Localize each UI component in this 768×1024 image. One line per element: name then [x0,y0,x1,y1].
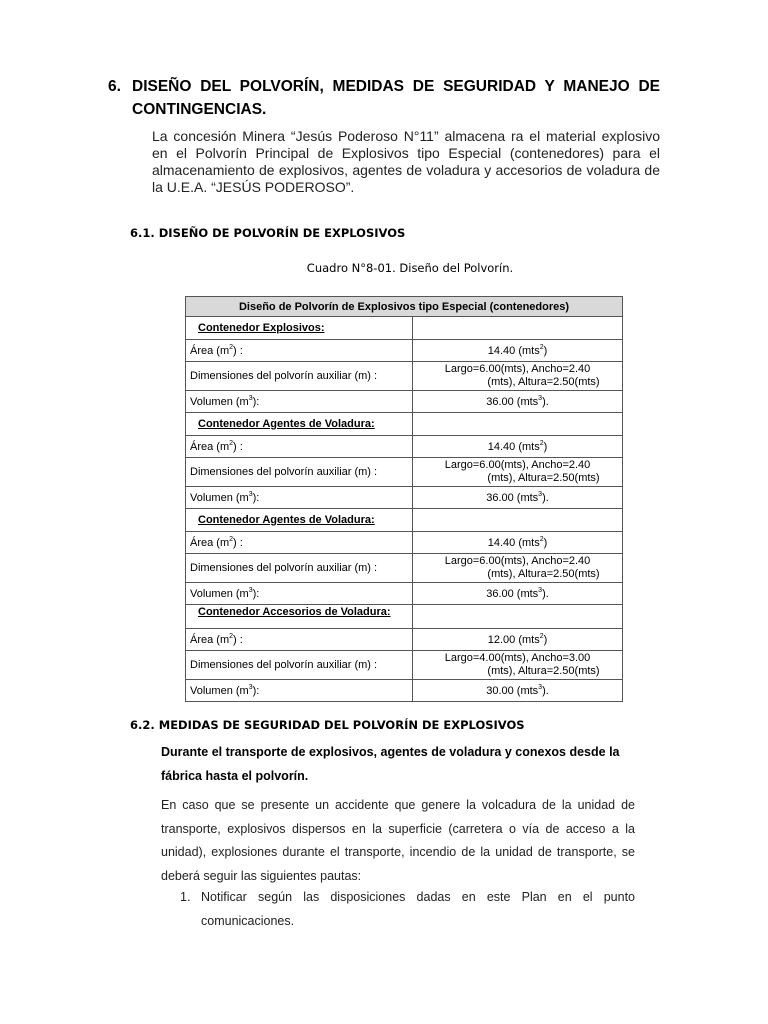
dimensions-value [413,651,623,680]
dimensions-line-1: Largo=6.00(mts), Ancho=2.40 [444,555,591,567]
table-row-area [186,532,623,554]
area-value-exp: 2 [539,535,544,543]
area-label-suffix: ) : [233,344,243,357]
list-item-number: 1. [180,890,191,904]
area-value-close: ) [543,440,548,453]
heading-line-1: DISEÑO DEL POLVORÍN, MEDIDAS DE SEGURIDAD Y MANEJO DE [132,78,660,95]
volume-label-exp: 3 [248,586,253,594]
table-row-area [186,340,623,362]
area-label [186,629,413,651]
volume-value-text: 36.00 (mts [486,491,539,504]
contingency-paragraph: En caso que se presente un accidente que genere la volcadura de la unidad de transporte, explosivos dispersos en la superficie (carretera o vía de acceso a la unidad), explosiones durante el transporte, incendio de la unidad de transporte, se deberá seguir las siguientes pautas: [161,798,635,883]
dimensions-line-2: (mts), Altura=2.50(mts) [487,568,600,580]
volume-label [186,680,413,702]
area-value-close: ) [543,536,548,549]
heading-number: 6. [108,78,121,95]
area-value [413,436,623,458]
volume-label-text: Volumen (m [190,684,249,697]
volume-value-close: ). [542,684,549,697]
dimensions-line-2: (mts), Altura=2.50(mts) [487,665,600,677]
table-row-area [186,436,623,458]
dimensions-line-1: Largo=6.00(mts), Ancho=2.40 [444,459,591,471]
area-value-text: 14.40 (mts [487,536,540,549]
area-value [413,532,623,554]
volume-label-suffix: ): [252,395,260,408]
list-item-text: Notificar según las disposiciones dadas en este Plan en el punto comunicaciones. [201,890,635,928]
transport-subheading: Durante el transporte de explosivos, agentes de voladura y conexos desde la fábrica hasta el polvorín. [161,745,620,783]
volume-value-exp: 3 [538,394,543,402]
volume-value [413,391,623,413]
area-label-suffix: ) : [233,440,243,453]
polvorin-design-table [185,296,623,702]
area-label-text: Área (m [190,344,230,357]
dimensions-line-2: (mts), Altura=2.50(mts) [487,472,600,484]
area-label-suffix: ) : [233,633,243,646]
volume-label-suffix: ): [252,587,260,600]
area-value-close: ) [543,633,548,646]
table-group-title-row [186,413,623,436]
table-row-volume [186,583,623,605]
table-header-row [186,297,623,317]
area-label-text: Área (m [190,440,230,453]
group-title: Contenedor Agentes de Voladura: [186,509,413,532]
table-row-dimensions [186,554,623,583]
dimensions-value [413,458,623,487]
area-value [413,340,623,362]
volume-label [186,487,413,509]
area-label-suffix: ) : [233,536,243,549]
volume-value [413,583,623,605]
volume-label-text: Volumen (m [190,491,249,504]
area-value-exp: 2 [539,343,544,351]
area-value-exp: 2 [539,439,544,447]
dimensions-value [413,362,623,391]
table-group-title-row [186,509,623,532]
table-row-volume [186,391,623,413]
area-value-text: 14.40 (mts [487,344,540,357]
dimensions-line-1: Largo=4.00(mts), Ancho=3.00 [444,652,591,664]
section-6-2-heading: 6.2. MEDIDAS DE SEGURIDAD DEL POLVORÍN DE EXPLOSIVOS [130,718,525,732]
group-title: Contenedor Explosivos: [186,317,413,340]
area-value-text: 14.40 (mts [487,440,540,453]
volume-value-text: 36.00 (mts [486,395,539,408]
volume-value-exp: 3 [538,586,543,594]
area-label [186,436,413,458]
volume-label-suffix: ): [252,491,260,504]
volume-value-exp: 3 [538,683,543,691]
empty-cell [413,605,623,629]
table-row-dimensions [186,458,623,487]
area-label-exp: 2 [229,343,234,351]
table-row-dimensions [186,651,623,680]
heading-line-2: CONTINGENCIAS. [132,101,267,118]
volume-value [413,680,623,702]
volume-value-text: 30.00 (mts [486,684,539,697]
empty-cell [413,317,623,340]
volume-label-exp: 3 [248,394,253,402]
table-row-dimensions [186,362,623,391]
dimensions-value [413,554,623,583]
volume-value-close: ). [542,587,549,600]
dimensions-label: Dimensiones del polvorín auxiliar (m) : [186,554,413,583]
volume-label-text: Volumen (m [190,587,249,600]
area-value [413,629,623,651]
area-label [186,532,413,554]
volume-value-close: ). [542,395,549,408]
table-row-volume [186,487,623,509]
list-item [180,886,635,933]
volume-value-close: ). [542,491,549,504]
volume-value-text: 36.00 (mts [486,587,539,600]
table-group-title-row [186,317,623,340]
area-label-exp: 2 [229,632,234,640]
empty-cell [413,509,623,532]
table-caption: Cuadro N°8-01. Diseño del Polvorín. [306,261,514,275]
volume-label-exp: 3 [248,490,253,498]
dimensions-line-2: (mts), Altura=2.50(mts) [487,376,600,388]
section-6-1-heading: 6.1. DISEÑO DE POLVORÍN DE EXPLOSIVOS [130,226,406,240]
volume-label-suffix: ): [252,684,260,697]
volume-value [413,487,623,509]
area-label-text: Área (m [190,536,230,549]
group-title: Contenedor Accesorios de Voladura: [186,605,413,629]
volume-label-text: Volumen (m [190,395,249,408]
intro-paragraph: La concesión Minera “Jesús Poderoso N°11” almacena ra el material explosivo en el Polvorín Principal de Explosivos tipo Especial (contenedores) para el almacenamiento de explosivos, agentes de voladura y accesorios de voladura de la U.E.A. “JESÚS PODEROSO”. [152,128,660,195]
table-group-title-row [186,605,623,629]
area-value-exp: 2 [539,632,544,640]
area-label-exp: 2 [229,439,234,447]
volume-value-exp: 3 [538,490,543,498]
dimensions-label: Dimensiones del polvorín auxiliar (m) : [186,362,413,391]
area-label-exp: 2 [229,535,234,543]
table-header: Diseño de Polvorín de Explosivos tipo Especial (contenedores) [186,297,623,317]
empty-cell [413,413,623,436]
area-value-close: ) [543,344,548,357]
volume-label-exp: 3 [248,683,253,691]
area-value-text: 12.00 (mts [487,633,540,646]
area-label [186,340,413,362]
group-title: Contenedor Agentes de Voladura: [186,413,413,436]
volume-label [186,583,413,605]
table-row-volume [186,680,623,702]
dimensions-label: Dimensiones del polvorín auxiliar (m) : [186,651,413,680]
dimensions-line-1: Largo=6.00(mts), Ancho=2.40 [444,363,591,375]
volume-label [186,391,413,413]
table-row-area [186,629,623,651]
area-label-text: Área (m [190,633,230,646]
dimensions-label: Dimensiones del polvorín auxiliar (m) : [186,458,413,487]
main-heading [108,74,660,100]
